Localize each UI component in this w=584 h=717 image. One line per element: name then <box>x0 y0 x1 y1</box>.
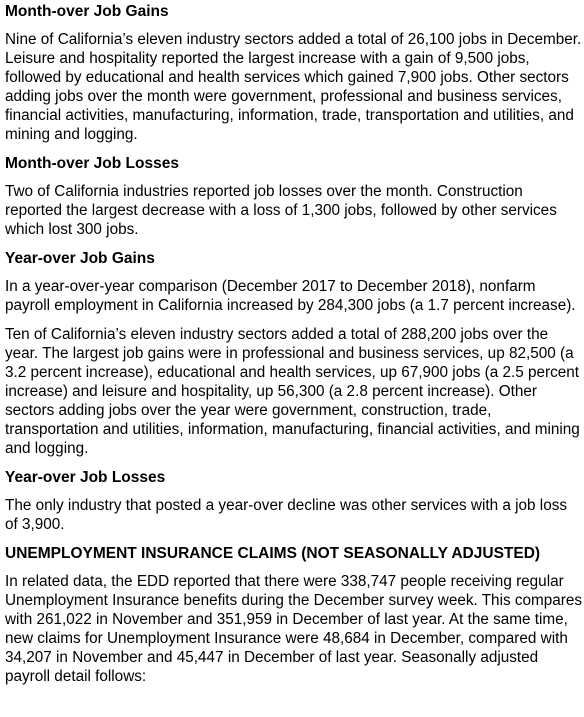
section-unemployment-insurance-claims <box>5 544 583 686</box>
document-page <box>5 0 583 696</box>
section-heading: Month-over Job Losses <box>5 155 179 172</box>
section-paragraph: The only industry that posted a year-over decline was other services with a job loss of 3,900. <box>5 497 568 533</box>
section-paragraph: Ten of California’s eleven industry sectors added a total of 288,200 jobs over the year. The largest job gains were in professional and business services, up 82,500 (a 3.2 percent increase), educational and health services, up 67,900 jobs (a 2.5 percent increase) and leisure and hospitality, up 56,300 (a 2.8 percent increase). Other sectors adding jobs over the year were government, construction, trade, transportation and utilities, information, manufacturing, financial activities, and mining and logging. <box>5 326 580 457</box>
section-paragraph: Two of California industries reported job losses over the month. Construction reported the largest decrease with a loss of 1,300 jobs, followed by other services which lost 300 jobs. <box>5 183 557 238</box>
section-month-over-job-losses <box>5 154 583 239</box>
section-paragraph: In related data, the EDD reported that there were 338,747 people receiving regular Unemployment Insurance benefits during the December survey week. This compares with 261,022 in November and 351,959 in December of last year. At the same time, new claims for Unemployment Insurance were 48,684 in December, compared with 34,207 in November and 45,447 in December of last year. Seasonally adjusted payroll detail follows: <box>5 573 583 685</box>
section-paragraph: Nine of California’s eleven industry sectors added a total of 26,100 jobs in December. Leisure and hospitality reported the largest increase with a gain of 9,500 jobs, followed by educational and health services which gained 7,900 jobs. Other sectors adding jobs over the month were government, professional and business services, financial activities, manufacturing, information, trade, transportation and utilities, and mining and logging. <box>5 31 582 143</box>
section-heading: Year-over Job Gains <box>5 250 155 267</box>
section-year-over-job-losses <box>5 468 583 534</box>
section-heading: Year-over Job Losses <box>5 469 166 486</box>
section-heading: UNEMPLOYMENT INSURANCE CLAIMS (NOT SEASONALLY ADJUSTED) <box>5 545 541 562</box>
section-year-over-job-gains <box>5 249 583 458</box>
section-heading: Month-over Job Gains <box>5 3 169 20</box>
section-month-over-job-gains <box>5 2 583 144</box>
section-paragraph: In a year-over-year comparison (December 2017 to December 2018), nonfarm payroll employment in California increased by 284,300 jobs (a 1.7 percent increase). <box>5 278 576 314</box>
